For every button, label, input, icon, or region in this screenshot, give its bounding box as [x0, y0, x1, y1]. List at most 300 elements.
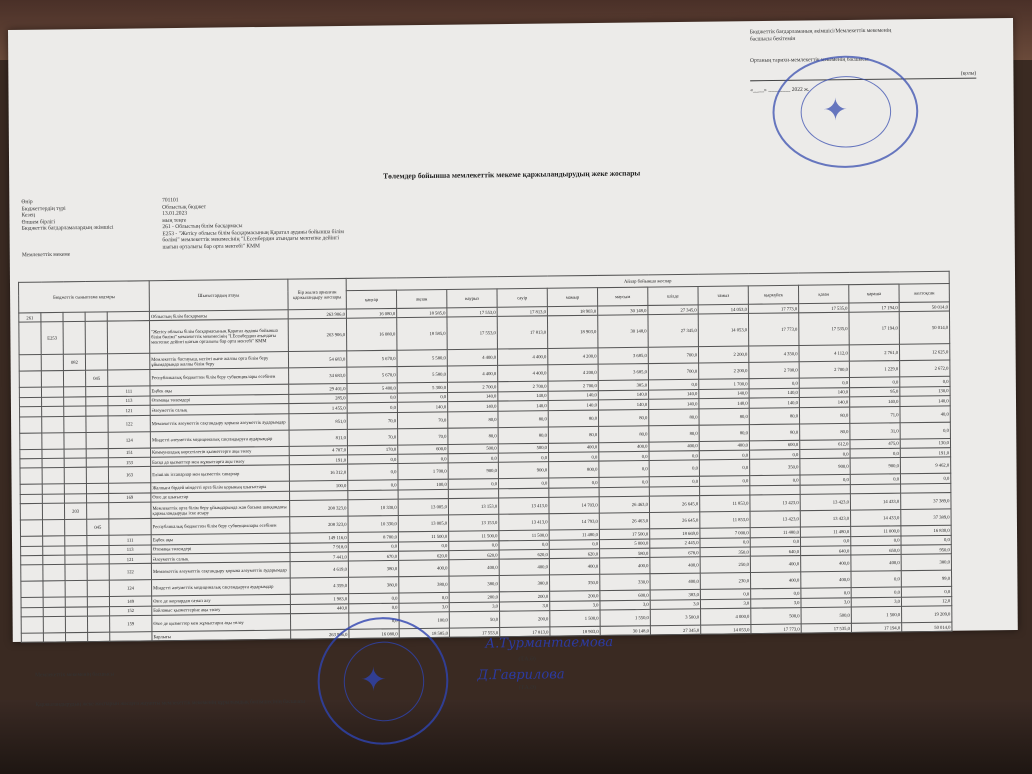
month-value-cell: 2 700,0 [447, 382, 497, 392]
expense-name-cell: Еңбек ақы [151, 533, 290, 544]
code-cell [64, 406, 86, 416]
expense-name-cell: Жалпыға бірдей міндетті орта білім қорының шығыстары [151, 481, 290, 492]
code-cell [20, 433, 42, 450]
month-value-cell: 0,0 [599, 461, 649, 478]
month-value-cell: 0,0 [751, 589, 801, 599]
annual-plan-cell: 7 918,0 [290, 542, 348, 552]
code-cell [19, 397, 41, 407]
header-value [163, 248, 354, 257]
annual-plan-cell: 7 441,0 [290, 552, 348, 562]
code-cell [65, 564, 87, 581]
month-value-cell: 380,0 [901, 554, 951, 571]
code-cell: 122 [108, 415, 150, 432]
signature-2: Д.Гаврилова [477, 667, 565, 684]
month-value-cell: 26 645,0 [650, 512, 700, 529]
month-value-cell: 0,0 [399, 593, 449, 603]
month-value-cell: 350,0 [750, 459, 800, 476]
code-cell: 159 [110, 615, 152, 632]
month-value-cell: 0,0 [397, 392, 447, 402]
annual-plan-cell: 811,0 [289, 429, 347, 446]
month-value-cell: 0,0 [649, 460, 699, 477]
footer-chief-label: Қаржыландырудың жеке жоспарын жасауға жауапты мемлекеттік мекеменің құрылымдық бөлімшесінің басшысы [35, 698, 305, 709]
code-cell [42, 494, 64, 504]
month-value-cell: 400,0 [549, 558, 599, 575]
month-value-cell: 400,0 [548, 442, 598, 452]
code-cell [86, 396, 108, 406]
month-value-cell: 650,0 [851, 545, 901, 555]
month-value-cell: 140,0 [548, 400, 598, 410]
month-value-cell: 17 813,0 [500, 627, 550, 637]
code-cell: 045 [86, 370, 108, 387]
official-seal-top [772, 55, 919, 169]
month-value-cell: 0,0 [549, 478, 599, 488]
col-header-code: Бюджеттік сыныптама кодтары [19, 281, 150, 313]
code-cell [86, 448, 108, 458]
month-value-cell: 475,0 [850, 439, 900, 449]
month-value-cell: 4 400,0 [498, 365, 548, 382]
code-cell [64, 458, 86, 468]
code-cell [110, 632, 152, 642]
month-value-cell: 4 350,0 [749, 346, 799, 363]
month-value-cell: 2 700,0 [799, 362, 849, 379]
code-cell: 152 [110, 606, 152, 616]
month-value-cell: 80,0 [498, 427, 548, 444]
month-value-cell: 3,0 [550, 600, 600, 610]
month-value-cell: 17 813,0 [497, 307, 547, 317]
month-value-cell: 0,0 [801, 588, 851, 598]
code-cell [87, 580, 109, 597]
expense-name-cell: Облыстың білім басқармасы [149, 310, 288, 321]
code-cell [108, 354, 150, 371]
month-value-cell: 13 423,0 [800, 510, 850, 527]
annual-plan-cell: 149 116,0 [290, 533, 348, 543]
annual-plan-cell: 263 906,0 [291, 629, 349, 639]
month-value-cell: 80,0 [649, 425, 699, 442]
month-header: шілде [648, 286, 698, 305]
header-value: Облыстық бюджет [162, 203, 207, 211]
code-cell [42, 432, 64, 449]
month-value-cell: 0,0 [349, 612, 399, 629]
expense-name-cell: Республикалық бюджеттен білім беру субвенциялары есебінен [150, 368, 289, 386]
month-header: ақпан [396, 289, 446, 308]
month-value-cell: 200,0 [499, 592, 549, 602]
expense-name-cell: Еңбек ақы [150, 385, 289, 396]
signature-1-caption: (Т.А.Ә) [518, 656, 536, 663]
month-value-cell: 14 433,0 [851, 510, 901, 527]
code-cell [21, 617, 43, 634]
month-value-cell: 13 423,0 [750, 495, 800, 512]
month-value-cell: 380,0 [449, 576, 499, 593]
month-value-cell: 0,0 [850, 474, 900, 484]
month-value-cell: 0,0 [800, 475, 850, 485]
month-value-cell: 80,0 [598, 409, 648, 426]
code-cell [20, 520, 42, 537]
month-value-cell: 2 700,0 [498, 381, 548, 391]
month-value-cell: 11 500,0 [499, 530, 549, 540]
code-cell [109, 483, 151, 493]
header-value: 701101 [162, 197, 179, 204]
code-cell [20, 468, 42, 485]
expense-name-cell: Коммуналдық көрсетілетін қызметтерге ақы төлеу [150, 446, 289, 457]
code-cell [64, 484, 86, 494]
month-value-cell: 80,0 [749, 407, 799, 424]
month-value-cell: 400,0 [851, 555, 901, 572]
month-value-cell: 0,0 [851, 571, 901, 588]
code-cell [65, 581, 87, 598]
month-value-cell: 10 330,0 [348, 516, 398, 533]
code-cell [43, 536, 65, 546]
month-value-cell: 17 500,0 [599, 529, 649, 539]
month-value-cell: 1 700,0 [699, 379, 749, 389]
annual-plan-cell: 285,0 [289, 393, 347, 403]
month-value-cell: 900,0 [850, 458, 900, 475]
month-value-cell: 0,0 [649, 477, 699, 487]
col-header-by-month: Айлар бойынша жоспар [346, 271, 949, 290]
month-value-cell: 0,0 [699, 476, 749, 486]
month-value-cell: 0,0 [750, 537, 800, 547]
month-value-cell: 10 330,0 [348, 499, 398, 516]
annual-plan-cell: 263 906,0 [288, 309, 346, 319]
month-value-cell: 12 625,0 [899, 344, 949, 361]
code-cell: 261 [19, 313, 41, 323]
code-cell [65, 597, 87, 607]
month-value-cell: 50 014,0 [899, 302, 949, 312]
month-value-cell: 3,0 [399, 602, 449, 612]
month-value-cell: 620,0 [549, 549, 599, 559]
month-value-cell: 400,0 [449, 559, 499, 576]
month-value-cell: 0,0 [498, 452, 548, 462]
month-value-cell: 70,0 [397, 411, 447, 428]
month-value-cell: 140,0 [699, 389, 749, 399]
month-value-cell: 400,0 [801, 555, 851, 572]
month-value-cell: 2 700,0 [749, 362, 799, 379]
code-cell [87, 606, 109, 616]
expense-name-cell: Міндетті әлеуметтік медициналық сақтандыруға аударымдар [150, 430, 289, 448]
month-value-cell: 18 903,0 [550, 626, 600, 636]
month-value-cell: 3,0 [600, 600, 650, 610]
code-cell [64, 387, 86, 397]
month-value-cell: 18 903,0 [547, 306, 597, 316]
month-value-cell: 18 585,0 [397, 317, 448, 350]
month-value-cell: 500,0 [448, 443, 498, 453]
month-value-cell: 37 389,0 [901, 509, 951, 526]
code-cell [86, 484, 108, 494]
month-value-cell: 14 053,0 [701, 625, 751, 635]
month-value-cell: 620,0 [399, 551, 449, 561]
code-cell [43, 555, 65, 565]
month-value-cell: 140,0 [699, 398, 749, 408]
header-key: Мемлекеттік мекеме [21, 251, 71, 259]
header-key: Бюджеттік бағдарламалардың әкімшісі [21, 224, 114, 232]
month-value-cell: 500,0 [751, 608, 801, 625]
month-value-cell: 3 685,0 [598, 348, 648, 365]
header-value: 261 - Облыстың білім басқармасы [162, 223, 243, 231]
month-value-cell: 2 761,0 [849, 345, 899, 362]
approval-sign-label: (қолы) [960, 70, 977, 77]
code-cell [43, 597, 65, 607]
month-value-cell: 0,0 [349, 603, 399, 613]
month-value-cell: 19 209,0 [902, 606, 952, 623]
month-value-cell: 0,0 [750, 475, 800, 485]
month-value-cell: 580,0 [600, 548, 650, 558]
month-value-cell: 0,0 [347, 393, 397, 403]
month-value-cell: 140,0 [498, 391, 548, 401]
month-value-cell: 17 194,0 [849, 312, 900, 345]
code-cell [65, 536, 87, 546]
month-value-cell: 250,0 [700, 556, 750, 573]
month-value-cell [750, 485, 800, 495]
code-cell [85, 312, 107, 322]
month-value-cell: 17 535,0 [799, 313, 850, 346]
month-value-cell: 5 580,0 [397, 366, 447, 383]
month-value-cell: 50 014,0 [902, 622, 952, 632]
month-value-cell: 130,0 [900, 438, 950, 448]
month-value-cell: 0,0 [348, 464, 398, 481]
month-value-cell: 3,0 [700, 599, 750, 609]
code-cell [64, 448, 86, 458]
approval-line-2: басшысы бекітемін [749, 35, 796, 43]
month-value-cell: 200,0 [449, 592, 499, 602]
month-value-cell: 14 793,0 [549, 513, 599, 530]
month-value-cell: 640,0 [750, 546, 800, 556]
month-value-cell: 0,0 [348, 454, 398, 464]
code-cell [41, 387, 63, 397]
header-value: мың теңге [162, 217, 187, 224]
document-header [21, 195, 353, 259]
code-cell [42, 484, 64, 494]
month-value-cell: 50 014,0 [899, 311, 950, 344]
month-value-cell: 0,0 [349, 593, 399, 603]
month-value-cell: 14 053,0 [698, 304, 748, 314]
month-value-cell: 13 413,0 [499, 498, 549, 515]
month-header: сәуір [497, 288, 547, 307]
month-value-cell: 0,0 [700, 537, 750, 547]
code-cell [19, 388, 41, 398]
expense-name-cell: Өзге де шығыстар [151, 491, 290, 502]
month-value-cell [700, 486, 750, 496]
month-value-cell: 400,0 [750, 572, 800, 589]
month-value-cell: 640,0 [801, 546, 851, 556]
code-cell [42, 397, 64, 407]
month-value-cell: 2 200,0 [699, 363, 749, 380]
plan-table-wrapper [18, 271, 952, 644]
month-value-cell: 0,0 [599, 477, 649, 487]
month-value-cell: 100,0 [398, 480, 448, 490]
month-value-cell: 27 345,0 [648, 314, 699, 347]
month-value-cell: 2 700,0 [548, 381, 598, 391]
month-value-cell: 18 585,0 [399, 628, 449, 638]
code-cell [21, 536, 43, 546]
month-value-cell: 17 553,0 [449, 628, 499, 638]
code-cell [64, 416, 86, 433]
expense-name-cell: Әлеуметтік салық [151, 552, 290, 563]
month-value-cell: 0,0 [348, 542, 398, 552]
month-value-cell: 0,0 [549, 539, 599, 549]
annual-plan-cell: 54 683,0 [288, 351, 346, 368]
month-header: қаңтар [346, 290, 396, 309]
month-value-cell [398, 489, 448, 499]
code-cell: 122 [109, 564, 151, 581]
month-value-cell: 16 080,0 [349, 629, 399, 639]
annual-plan-cell: 1 455,0 [289, 403, 347, 413]
month-value-cell: 4 200,0 [548, 348, 598, 365]
month-value-cell: 330,0 [600, 574, 650, 591]
month-value-cell: 13 153,0 [449, 514, 499, 531]
month-value-cell: 4 400,0 [497, 349, 547, 366]
annual-plan-cell: 16 312,0 [289, 464, 347, 481]
month-value-cell: 600,0 [600, 590, 650, 600]
month-value-cell: 380,0 [499, 575, 549, 592]
month-value-cell: 2 445,0 [650, 538, 700, 548]
annual-plan-cell: 1 983,0 [290, 594, 348, 604]
code-cell [43, 633, 65, 643]
code-cell [109, 502, 151, 519]
code-cell [42, 520, 64, 537]
month-value-cell: 0,0 [799, 378, 849, 388]
month-value-cell: 80,0 [799, 407, 849, 424]
month-value-cell: 140,0 [598, 390, 648, 400]
code-cell [42, 416, 64, 433]
month-value-cell: 80,0 [448, 427, 498, 444]
month-value-cell [599, 487, 649, 497]
month-value-cell: 400,0 [801, 572, 851, 589]
month-value-cell: 500,0 [498, 443, 548, 453]
emblem-icon: ✦ [359, 660, 387, 699]
month-value-cell: 170,0 [347, 445, 397, 455]
month-value-cell: 0,0 [448, 479, 498, 489]
code-cell: 111 [108, 386, 150, 396]
code-cell: 121 [109, 554, 151, 564]
month-value-cell: 3,0 [499, 601, 549, 611]
month-value-cell: 1 500,0 [550, 610, 600, 627]
month-header: маусым [597, 287, 647, 306]
expense-name-cell: Өтемақы төлемдері [151, 543, 290, 554]
month-value-cell: 18 903,0 [547, 316, 598, 349]
month-value-cell: 80,0 [649, 408, 699, 425]
month-header: тамыз [698, 286, 748, 305]
month-value-cell: 7 000,0 [700, 528, 750, 538]
month-value-cell: 17 535,0 [799, 303, 849, 313]
month-value-cell: 5 400,0 [347, 383, 397, 393]
month-value-cell: 0,0 [649, 451, 699, 461]
month-value-cell: 3,0 [751, 598, 801, 608]
month-value-cell: 140,0 [799, 397, 849, 407]
code-cell [41, 371, 63, 388]
month-value-cell: 30 148,0 [598, 315, 649, 348]
month-value-cell: 400,0 [600, 558, 650, 575]
month-value-cell: 11 000,0 [851, 526, 901, 536]
month-value-cell: 13 413,0 [499, 514, 549, 531]
month-value-cell: 140,0 [448, 392, 498, 402]
header-key [22, 231, 163, 253]
annual-plan-cell: 208 323,0 [290, 500, 348, 517]
month-value-cell: 200,0 [500, 611, 550, 628]
month-value-cell: 71,0 [850, 406, 900, 423]
month-value-cell: 13 005,0 [398, 515, 448, 532]
month-value-cell: 0,0 [901, 535, 951, 545]
month-value-cell [348, 490, 398, 500]
code-cell: 151 [108, 448, 150, 458]
month-value-cell: 80,0 [498, 410, 548, 427]
code-cell [64, 397, 86, 407]
month-value-cell: 140,0 [548, 390, 598, 400]
month-value-cell: 400,0 [399, 560, 449, 577]
month-value-cell: 500,0 [801, 607, 851, 624]
code-cell [64, 432, 86, 449]
month-header: қыркүйек [748, 285, 798, 304]
month-value-cell: 0,0 [499, 540, 549, 550]
month-value-cell: 3,0 [449, 602, 499, 612]
month-value-cell: 0,0 [448, 453, 498, 463]
month-value-cell [549, 487, 599, 497]
code-cell [108, 370, 150, 387]
annual-plan-cell: 29 401,0 [289, 384, 347, 394]
code-cell [42, 468, 64, 485]
month-value-cell: 1 229,0 [849, 361, 899, 378]
month-value-cell: 383,0 [650, 590, 700, 600]
code-cell [109, 519, 151, 536]
code-cell [87, 555, 109, 565]
month-value-cell: 0,0 [851, 587, 901, 597]
month-value-cell: 0,0 [498, 478, 548, 488]
month-value-cell: 0,0 [800, 449, 850, 459]
month-value-cell: 800,0 [549, 461, 599, 478]
month-value-cell: 9 462,0 [900, 457, 950, 474]
annual-plan-cell: 191,0 [289, 455, 347, 465]
code-cell [21, 555, 43, 565]
code-cell: 124 [108, 431, 150, 448]
month-value-cell: 380,0 [399, 576, 449, 593]
approval-line-1: Бюджеттік бағдарламаның әкімшісі/Мемлекеттік мекеменің [749, 27, 892, 36]
code-cell [86, 432, 108, 449]
month-value-cell: 140,0 [498, 401, 548, 411]
code-cell [42, 458, 64, 468]
header-value: Е253 - "Жетісу облысы білім басқармасының Қаратал ауданы бойынша білім бөлімі" мемлекеттік мекемесінің "I.Есенбердин атындағы мектепке дейінгі шағын орталығы бар орта мектебі" КММ [162, 228, 344, 251]
code-cell [43, 546, 65, 556]
code-cell [20, 494, 42, 504]
code-cell [19, 322, 41, 355]
month-value-cell: 13 423,0 [750, 511, 800, 528]
month-value-cell: 1 550,0 [600, 609, 650, 626]
month-value-cell: 80,0 [548, 426, 598, 443]
month-value-cell: 140,0 [799, 387, 849, 397]
code-cell [19, 355, 41, 372]
month-value-cell: 0,0 [900, 377, 950, 387]
annual-plan-cell: 4 787,0 [289, 445, 347, 455]
month-value-cell: 0,0 [699, 450, 749, 460]
code-cell [20, 449, 42, 459]
month-value-cell: 30 148,0 [600, 626, 650, 636]
month-value-cell: 0,0 [749, 378, 799, 388]
month-value-cell: 0,0 [901, 587, 951, 597]
month-value-cell: 17 553,0 [447, 317, 498, 350]
month-header: қараша [849, 284, 899, 303]
code-cell: 082 [63, 354, 85, 371]
month-value-cell: 0,0 [449, 540, 499, 550]
expense-name-cell: Өзге де қызметтер мен жұмыстарға ақы төлеу [152, 614, 291, 632]
month-value-cell: 400,0 [750, 556, 800, 573]
code-cell: 149 [109, 596, 151, 606]
header-key: Өнір [21, 199, 33, 206]
code-cell [64, 493, 86, 503]
month-value-cell: 17 773,0 [748, 313, 799, 346]
month-value-cell: 191,0 [900, 448, 950, 458]
code-cell [63, 371, 85, 388]
code-cell [42, 406, 64, 416]
month-value-cell: 0,0 [348, 480, 398, 490]
month-value-cell: 200,0 [550, 591, 600, 601]
code-cell [86, 387, 108, 397]
